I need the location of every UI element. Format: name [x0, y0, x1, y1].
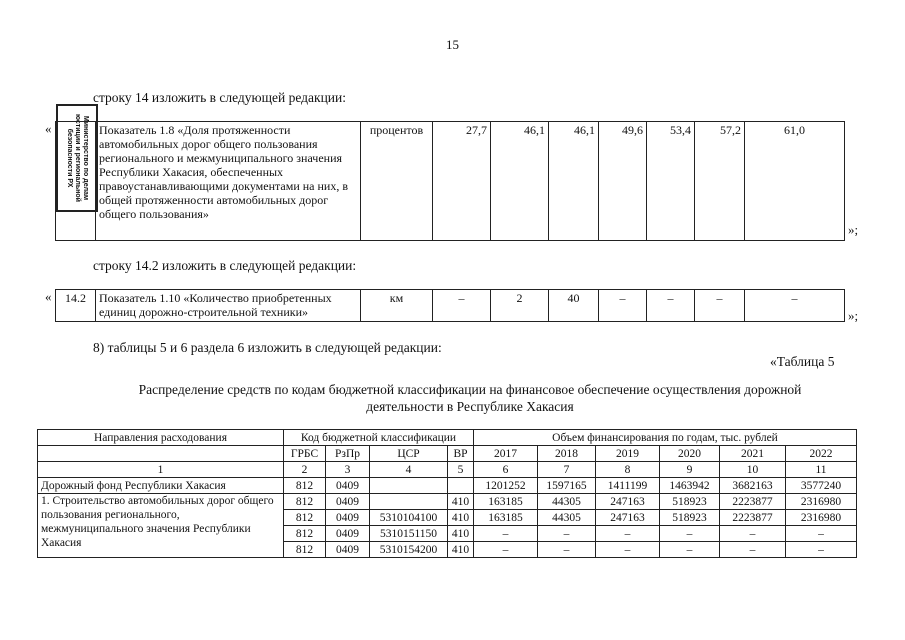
stamp-text: Министерство по делам юстиции и региональной безопасности РХ [66, 114, 89, 202]
table-row [38, 494, 857, 510]
table-subheader-row [38, 446, 857, 462]
table-cell: 5310154200 [370, 542, 448, 558]
table-cell: 2316980 [786, 494, 857, 510]
value-cell: – [695, 290, 745, 322]
column-number: 3 [326, 462, 370, 478]
column-number: 8 [596, 462, 660, 478]
value-cell: 49,6 [599, 122, 647, 241]
header-volume: Объем финансирования по годам, тыс. рублей [474, 430, 857, 446]
row-number [56, 122, 96, 241]
header-rzpr: РзПр [326, 446, 370, 462]
value-cell: 27,7 [433, 122, 491, 241]
table-cell: – [538, 526, 596, 542]
value-cell: – [745, 290, 845, 322]
table-cell: 5310104100 [370, 510, 448, 526]
header-empty [38, 446, 284, 462]
header-code: Код бюджетной классификации [284, 430, 474, 446]
table-number-row [38, 462, 857, 478]
header-year: 2017 [474, 446, 538, 462]
table-title: Распределение средств по кодам бюджетной классификации на финансовое обеспечение осуществления дорожной деятельности в Республике Хакасия [138, 382, 802, 414]
table-cell: 812 [284, 478, 326, 494]
header-grbs: ГРБС [284, 446, 326, 462]
table-cell: – [786, 526, 857, 542]
indicator-name: Показатель 1.8 «Доля протяженности автомобильных дорог общего пользования регионального и межмуниципального значения Республики Хакасия, обеспеченных правоустанавливающими документами на них, в общей протяженности автомобильных дорог общего пользования» [96, 122, 361, 241]
unit: км [361, 290, 433, 322]
value-cell: 57,2 [695, 122, 745, 241]
table-cell: 812 [284, 510, 326, 526]
table-cell: 812 [284, 526, 326, 542]
table-5 [37, 429, 857, 558]
header-vr: ВР [448, 446, 474, 462]
value-cell: 53,4 [647, 122, 695, 241]
value-cell: – [599, 290, 647, 322]
table-cell: 518923 [660, 494, 720, 510]
column-number: 2 [284, 462, 326, 478]
header-year: 2018 [538, 446, 596, 462]
table-cell: 2223877 [720, 510, 786, 526]
table-cell [370, 478, 448, 494]
table-cell: 247163 [596, 510, 660, 526]
table-cell [448, 478, 474, 494]
table-cell: 0409 [326, 510, 370, 526]
page-number: 15 [446, 37, 459, 52]
close-quote: »; [848, 308, 859, 323]
row14-table [55, 121, 845, 241]
paragraph-row14-intro: строку 14 изложить в следующей редакции: [93, 90, 347, 105]
open-quote: « [45, 121, 52, 136]
column-number: 6 [474, 462, 538, 478]
table-cell: 3577240 [786, 478, 857, 494]
column-number: 4 [370, 462, 448, 478]
table-cell: 5310151150 [370, 526, 448, 542]
row-number: 14.2 [56, 290, 96, 322]
open-quote: « [45, 289, 52, 304]
table-cell: 2316980 [786, 510, 857, 526]
table-cell: – [786, 542, 857, 558]
column-number: 10 [720, 462, 786, 478]
table-cell: – [660, 526, 720, 542]
table-row [56, 290, 845, 322]
table-cell: 1597165 [538, 478, 596, 494]
column-number: 11 [786, 462, 857, 478]
value-cell: 46,1 [549, 122, 599, 241]
unit: процентов [361, 122, 433, 241]
value-cell: 40 [549, 290, 599, 322]
table-cell: 163185 [474, 510, 538, 526]
table-cell: 0409 [326, 478, 370, 494]
table-cell: – [474, 542, 538, 558]
header-year: 2020 [660, 446, 720, 462]
table-cell: – [474, 526, 538, 542]
value-cell: – [433, 290, 491, 322]
table-header-row [38, 430, 857, 446]
header-direction: Направления расходования [38, 430, 284, 446]
table-cell: 2223877 [720, 494, 786, 510]
table-cell: – [596, 542, 660, 558]
header-year: 2019 [596, 446, 660, 462]
header-year: 2022 [786, 446, 857, 462]
table-cell: – [596, 526, 660, 542]
table-cell: 812 [284, 542, 326, 558]
item-name: 1. Строительство автомобильных дорог общего пользования регионального, межмуниципального значения Республики Хакасия [38, 494, 284, 558]
paragraph-row142-intro: строку 14.2 изложить в следующей редакции: [93, 258, 357, 273]
table-cell: 1411199 [596, 478, 660, 494]
table-row [56, 122, 845, 241]
close-quote: »; [848, 222, 859, 237]
table-cell [370, 494, 448, 510]
table-cell: 44305 [538, 510, 596, 526]
value-cell: 2 [491, 290, 549, 322]
value-cell: – [647, 290, 695, 322]
table-cell: 518923 [660, 510, 720, 526]
table-cell: 1201252 [474, 478, 538, 494]
value-cell: 61,0 [745, 122, 845, 241]
table-cell: 410 [448, 494, 474, 510]
table-cell: – [538, 542, 596, 558]
column-number: 1 [38, 462, 284, 478]
row142-table [55, 289, 845, 322]
table-cell: – [720, 526, 786, 542]
table-cell: 0409 [326, 526, 370, 542]
table-cell: 44305 [538, 494, 596, 510]
table-cell: 410 [448, 526, 474, 542]
header-year: 2021 [720, 446, 786, 462]
value-cell: 46,1 [491, 122, 549, 241]
column-number: 5 [448, 462, 474, 478]
paragraph-tables-intro: 8) таблицы 5 и 6 раздела 6 изложить в следующей редакции: [93, 340, 442, 355]
table-cell: 0409 [326, 494, 370, 510]
table-cell: – [660, 542, 720, 558]
table-cell: 3682163 [720, 478, 786, 494]
column-number: 9 [660, 462, 720, 478]
table-cell: 410 [448, 542, 474, 558]
table-cell: 410 [448, 510, 474, 526]
table-cell: 812 [284, 494, 326, 510]
table-cell: 247163 [596, 494, 660, 510]
table-cell: 163185 [474, 494, 538, 510]
header-csr: ЦСР [370, 446, 448, 462]
indicator-name: Показатель 1.10 «Количество приобретенных единиц дорожно-строительной техники» [96, 290, 361, 322]
table-cell: – [720, 542, 786, 558]
table-label: «Таблица 5 [770, 354, 835, 369]
fund-name: Дорожный фонд Республики Хакасия [38, 478, 284, 494]
column-number: 7 [538, 462, 596, 478]
table-row [38, 478, 857, 494]
table-cell: 0409 [326, 542, 370, 558]
table-cell: 1463942 [660, 478, 720, 494]
